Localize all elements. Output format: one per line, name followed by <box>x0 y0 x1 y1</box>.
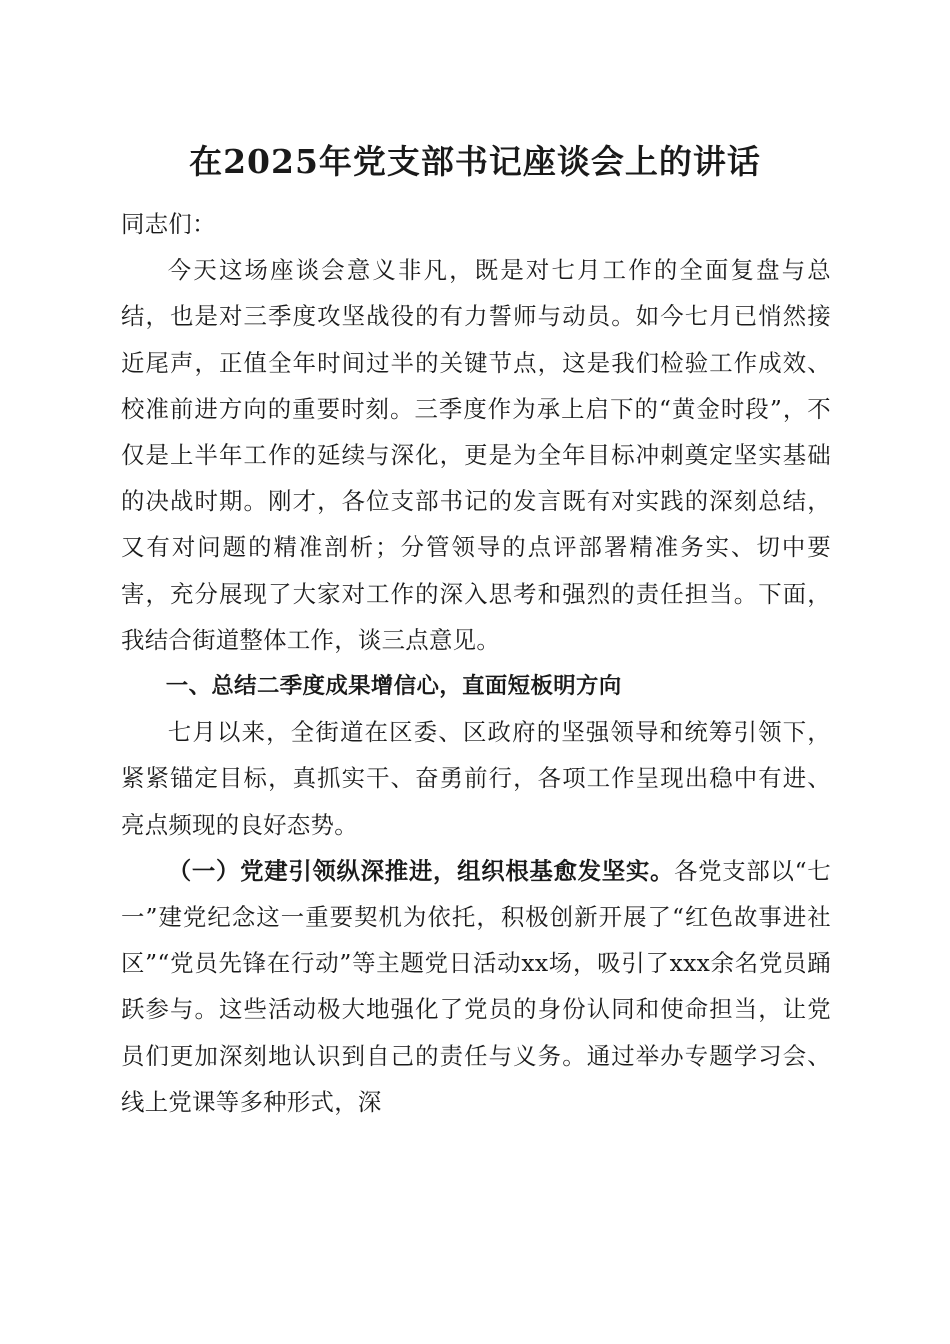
section-paragraph: 七月以来，全街道在区委、区政府的坚强领导和统筹引领下，紧紧锚定目标，真抓实干、奋勇前行，各项工作呈现出稳中有进、亮点频现的良好态势。 <box>121 718 831 839</box>
intro-paragraph: 今天这场座谈会意义非凡，既是对七月工作的全面复盘与总结，也是对三季度攻坚战役的有力誓师与动员。如今七月已悄然接近尾声，正值全年时间过半的关键节点，这是我们检验工作成效、校准前进方向的重要时刻。三季度作为承上启下的“黄金时段”，不仅是上半年工作的延续与深化，更是为全年目标冲刺奠定坚实基础的决战时期。刚才，各位支部书记的发言既有对实践的深刻总结，又有对问题的精准剖析；分管领导的点评部署精准务实、切中要害，充分展现了大家对工作的深入思考和强烈的责任担当。下面，我结合街道整体工作，谈三点意见。 <box>121 256 831 654</box>
section-heading: 一、总结二季度成果增信心，直面短板明方向 <box>165 673 622 700</box>
document-body <box>121 201 831 1125</box>
subsection-heading: （一）党建引领纵深推进，组织根基愈发坚实。 <box>167 856 675 885</box>
salutation: 同志们： <box>121 210 216 238</box>
subsection-paragraph <box>121 848 831 1125</box>
document-title: 在2025年党支部书记座谈会上的讲话 <box>189 142 761 181</box>
subsection-body: 各党支部以“七一”建党纪念这一重要契机为依托，积极创新开展了“红色故事进社区”“党员先锋在行动”等主题党日活动xx场，吸引了xxx余名党员踊跃参与。这些活动极大地强化了党员的身份认同和使命担当，让党员们更加深刻地认识到自己的责任与义务。通过举办专题学习会、线上党课等多种形式，深 <box>121 856 831 1116</box>
